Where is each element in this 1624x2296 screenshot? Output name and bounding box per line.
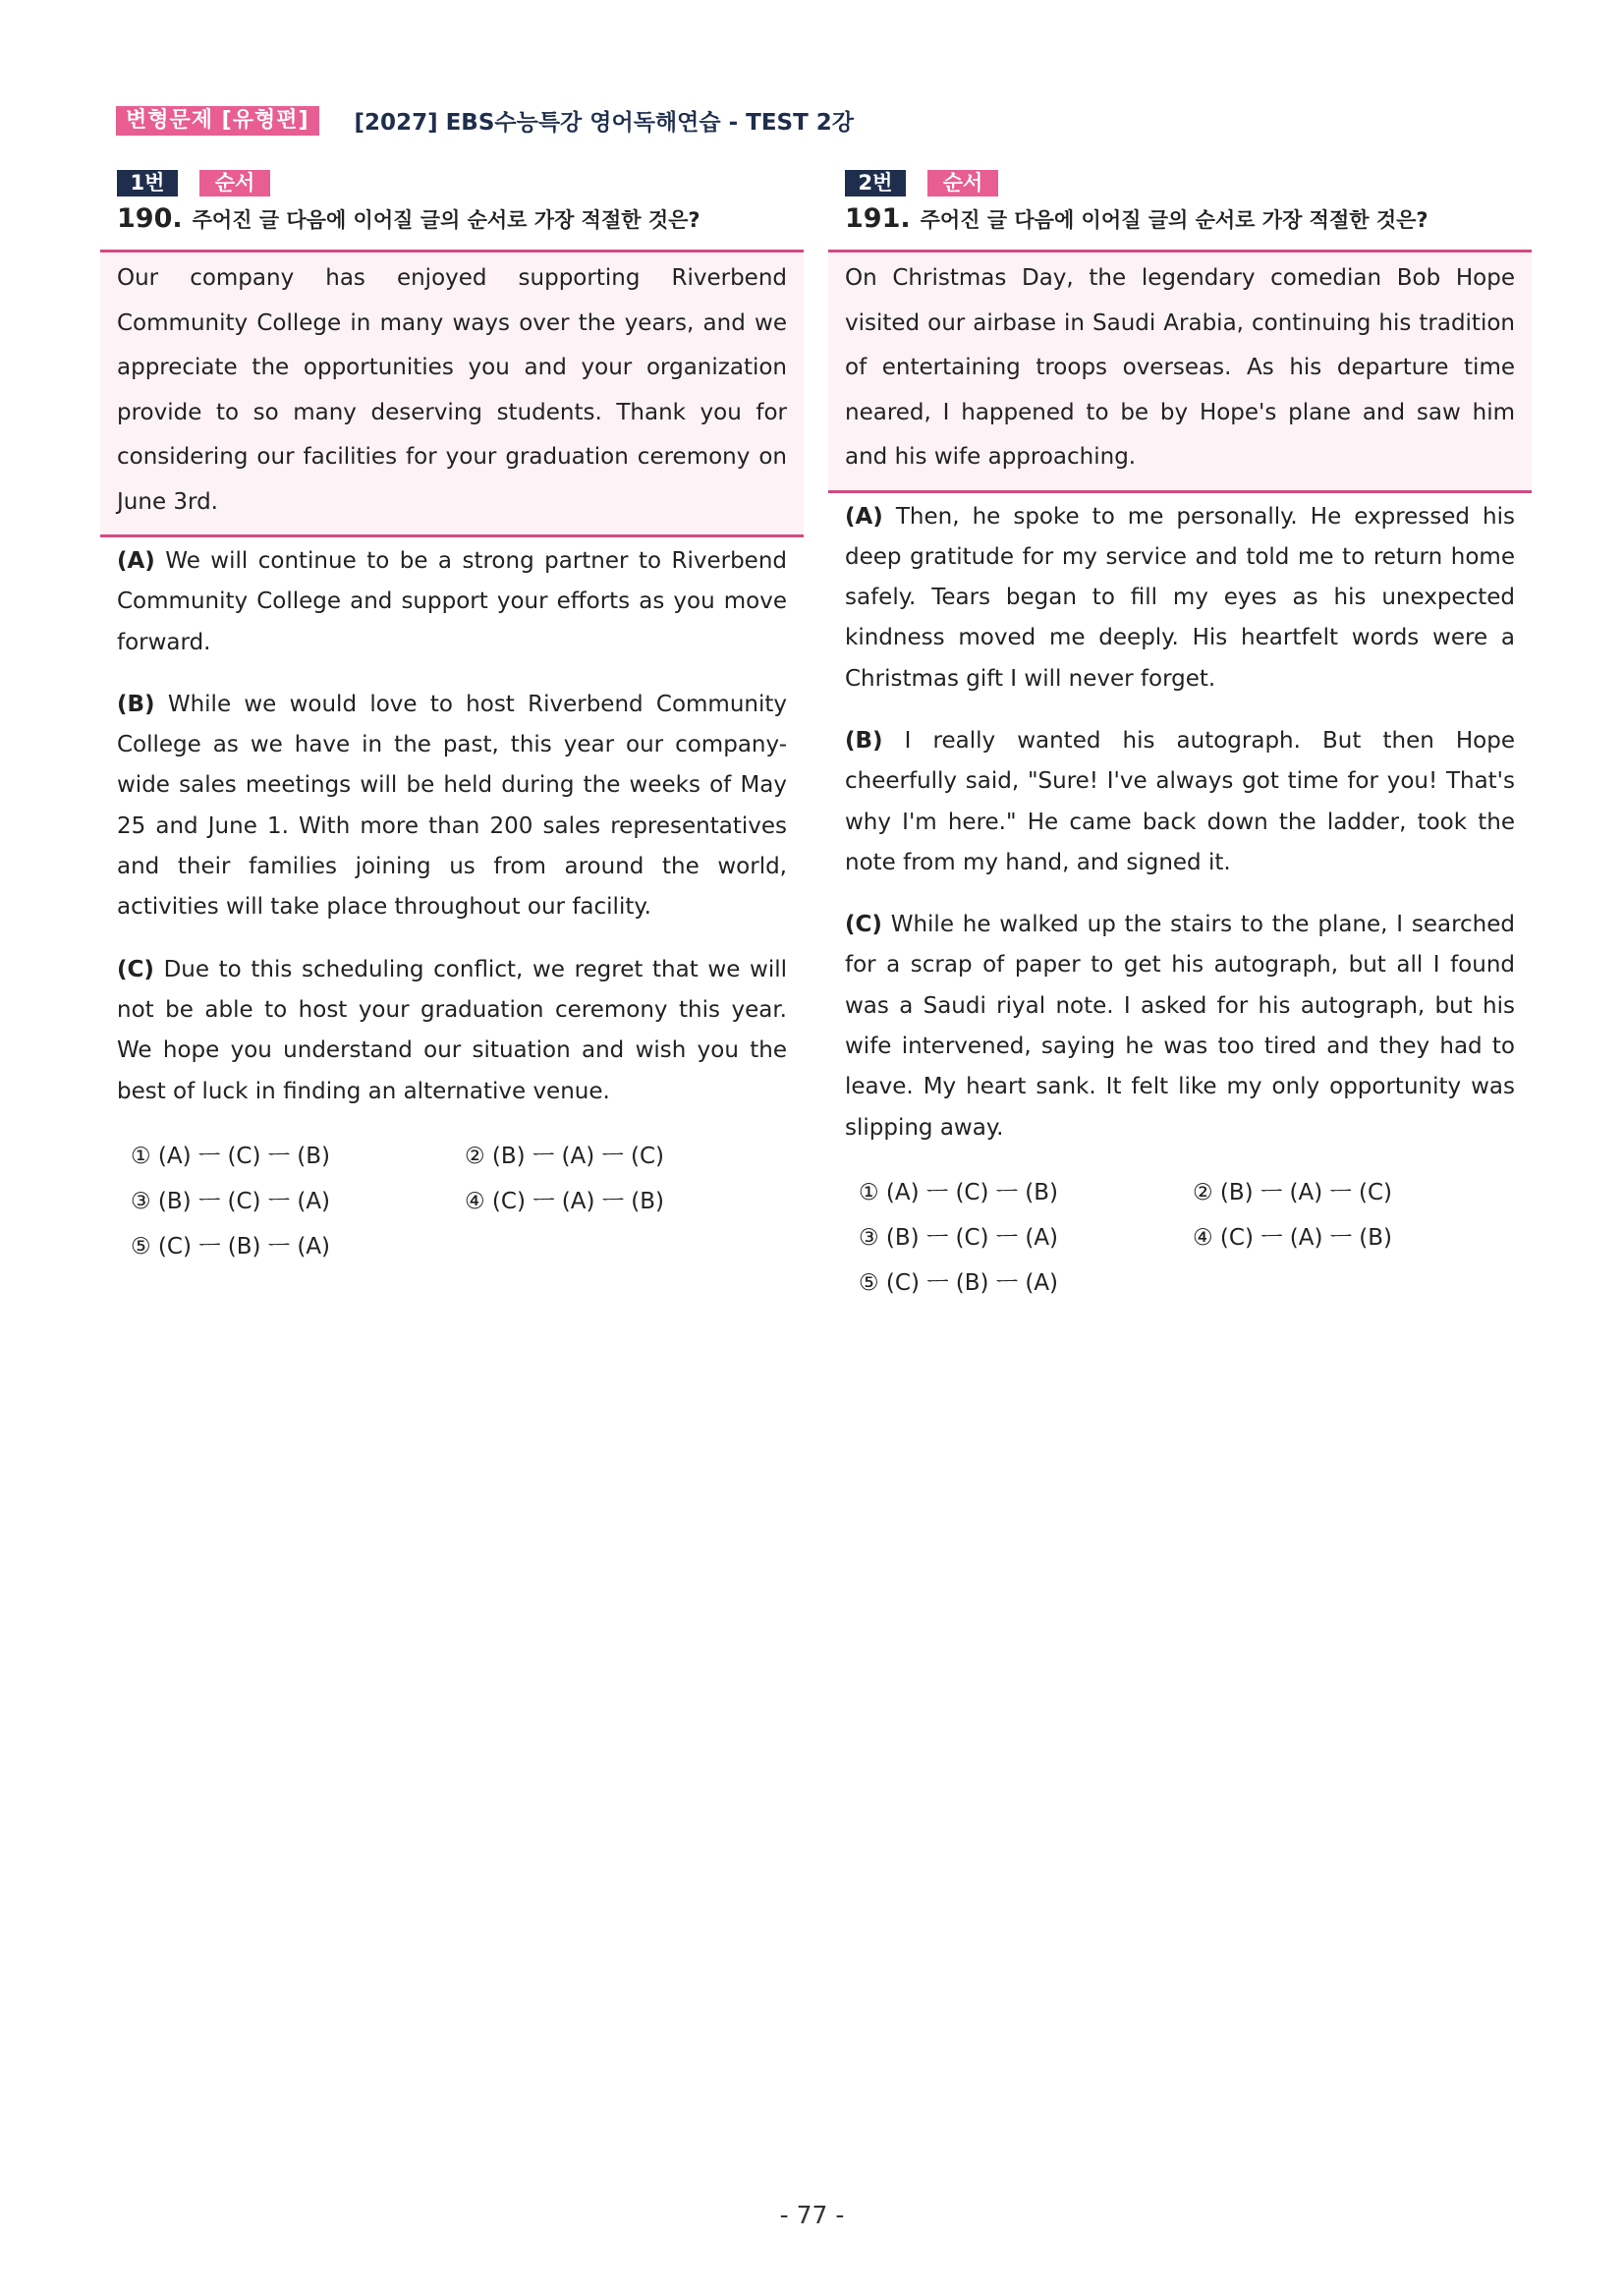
paragraph-label: (A) xyxy=(117,548,155,574)
paragraph-c xyxy=(828,905,1532,1148)
paragraph-label: (A) xyxy=(845,503,883,530)
choice-3[interactable]: ③ (B) ㅡ (C) ㅡ (A) xyxy=(859,1224,1059,1251)
question-number-badge: 2번 xyxy=(845,170,906,196)
page-number: - 77 - xyxy=(779,2201,845,2229)
paragraph-text: I really wanted his autograph. But then Hope cheerfully said, "Sure! I've always got time for you! That's why I'm here." He came back down the ladder, took the note from my hand, and signed it. xyxy=(845,727,1516,875)
choice-2[interactable]: ② (B) ㅡ (A) ㅡ (C) xyxy=(465,1143,665,1169)
question-prompt xyxy=(117,204,804,236)
paragraph-text: We will continue to be a strong partner to Riverbend Community College and support your efforts as you move forward. xyxy=(117,548,788,655)
choice-1[interactable]: ① (A) ㅡ (C) ㅡ (B) xyxy=(859,1179,1059,1205)
question-text: 주어진 글 다음에 이어질 글의 순서로 가장 적절한 것은? xyxy=(192,208,700,232)
question-badges xyxy=(117,169,804,196)
choice-5[interactable]: ⑤ (C) ㅡ (B) ㅡ (A) xyxy=(131,1233,331,1260)
choice-4[interactable]: ④ (C) ㅡ (A) ㅡ (B) xyxy=(465,1188,665,1214)
question-number-badge: 1번 xyxy=(117,170,178,196)
given-passage: Our company has enjoyed supporting Riverbend Community College in many ways over the years, and we appreciate the opportunities you and your organization provide to so many deserving students. Thank you for considering our facilities for your graduation ceremony on June 3rd. xyxy=(100,250,804,537)
choice-3[interactable]: ③ (B) ㅡ (C) ㅡ (A) xyxy=(131,1188,331,1214)
paragraph-a xyxy=(828,497,1532,700)
paragraph-a xyxy=(100,541,804,663)
answer-choices xyxy=(131,1134,804,1269)
paragraph-text: While we would love to host Riverbend Community College as we have in the past, this year our company-wide sales meetings will be held during the weeks of May 25 and June 1. With more than 200 sales representatives and their families joining us from around the world, activities will take place throughout our facility. xyxy=(117,691,788,921)
paragraph-text: While he walked up the stairs to the plane, I searched for a scrap of paper to get his autograph, but all I found was a Saudi riyal note. I asked for his autograph, but his wife intervened, saying he was too tired and they had to leave. My heart sank. It felt like my only opportunity was slipping away. xyxy=(845,912,1516,1141)
answer-choices xyxy=(859,1170,1532,1306)
paragraph-text: Due to this scheduling conflict, we regret that we will not be able to host your graduation ceremony this year. We hope you understand our situation and wish you the best of luck in finding an alternative venue. xyxy=(117,956,787,1104)
paragraph-label: (B) xyxy=(845,727,883,754)
question-prompt xyxy=(845,204,1532,236)
choice-5[interactable]: ⑤ (C) ㅡ (B) ㅡ (A) xyxy=(859,1269,1059,1296)
question-number: 191. xyxy=(845,203,911,234)
header-tag: 변형문제 [유형편] xyxy=(116,106,319,136)
paragraph-label: (C) xyxy=(845,912,882,938)
question-text: 주어진 글 다음에 이어질 글의 순서로 가장 적절한 것은? xyxy=(920,208,1428,232)
question-type-badge: 순서 xyxy=(199,170,270,196)
paragraph-c xyxy=(100,950,804,1112)
paragraph-label: (C) xyxy=(117,956,154,982)
paragraph-b xyxy=(100,685,804,928)
question-number: 190. xyxy=(117,203,183,234)
paragraph-text: Then, he spoke to me personally. He expressed his deep gratitude for my service and told me to return home safely. Tears began to fill my eyes as his unexpected kindness moved me deeply. His heartfelt words were a Christmas gift I will never forget. xyxy=(845,503,1516,692)
choice-1[interactable]: ① (A) ㅡ (C) ㅡ (B) xyxy=(131,1143,331,1169)
choice-4[interactable]: ④ (C) ㅡ (A) ㅡ (B) xyxy=(1193,1224,1393,1251)
header-title: [2027] EBS수능특강 영어독해연습 - TEST 2강 xyxy=(354,110,855,136)
page-header xyxy=(116,104,854,137)
question-190-column xyxy=(100,169,804,1269)
question-badges xyxy=(845,169,1532,196)
given-passage: On Christmas Day, the legendary comedian Bob Hope visited our airbase in Saudi Arabia, continuing his tradition of entertaining troops overseas. As his departure time neared, I happened to be by Hope's plane and saw him and his wife approaching. xyxy=(828,250,1532,493)
question-type-badge: 순서 xyxy=(927,170,998,196)
choice-2[interactable]: ② (B) ㅡ (A) ㅡ (C) xyxy=(1193,1179,1393,1205)
question-191-column xyxy=(828,169,1532,1306)
paragraph-label: (B) xyxy=(117,691,155,717)
paragraph-b xyxy=(828,721,1532,883)
